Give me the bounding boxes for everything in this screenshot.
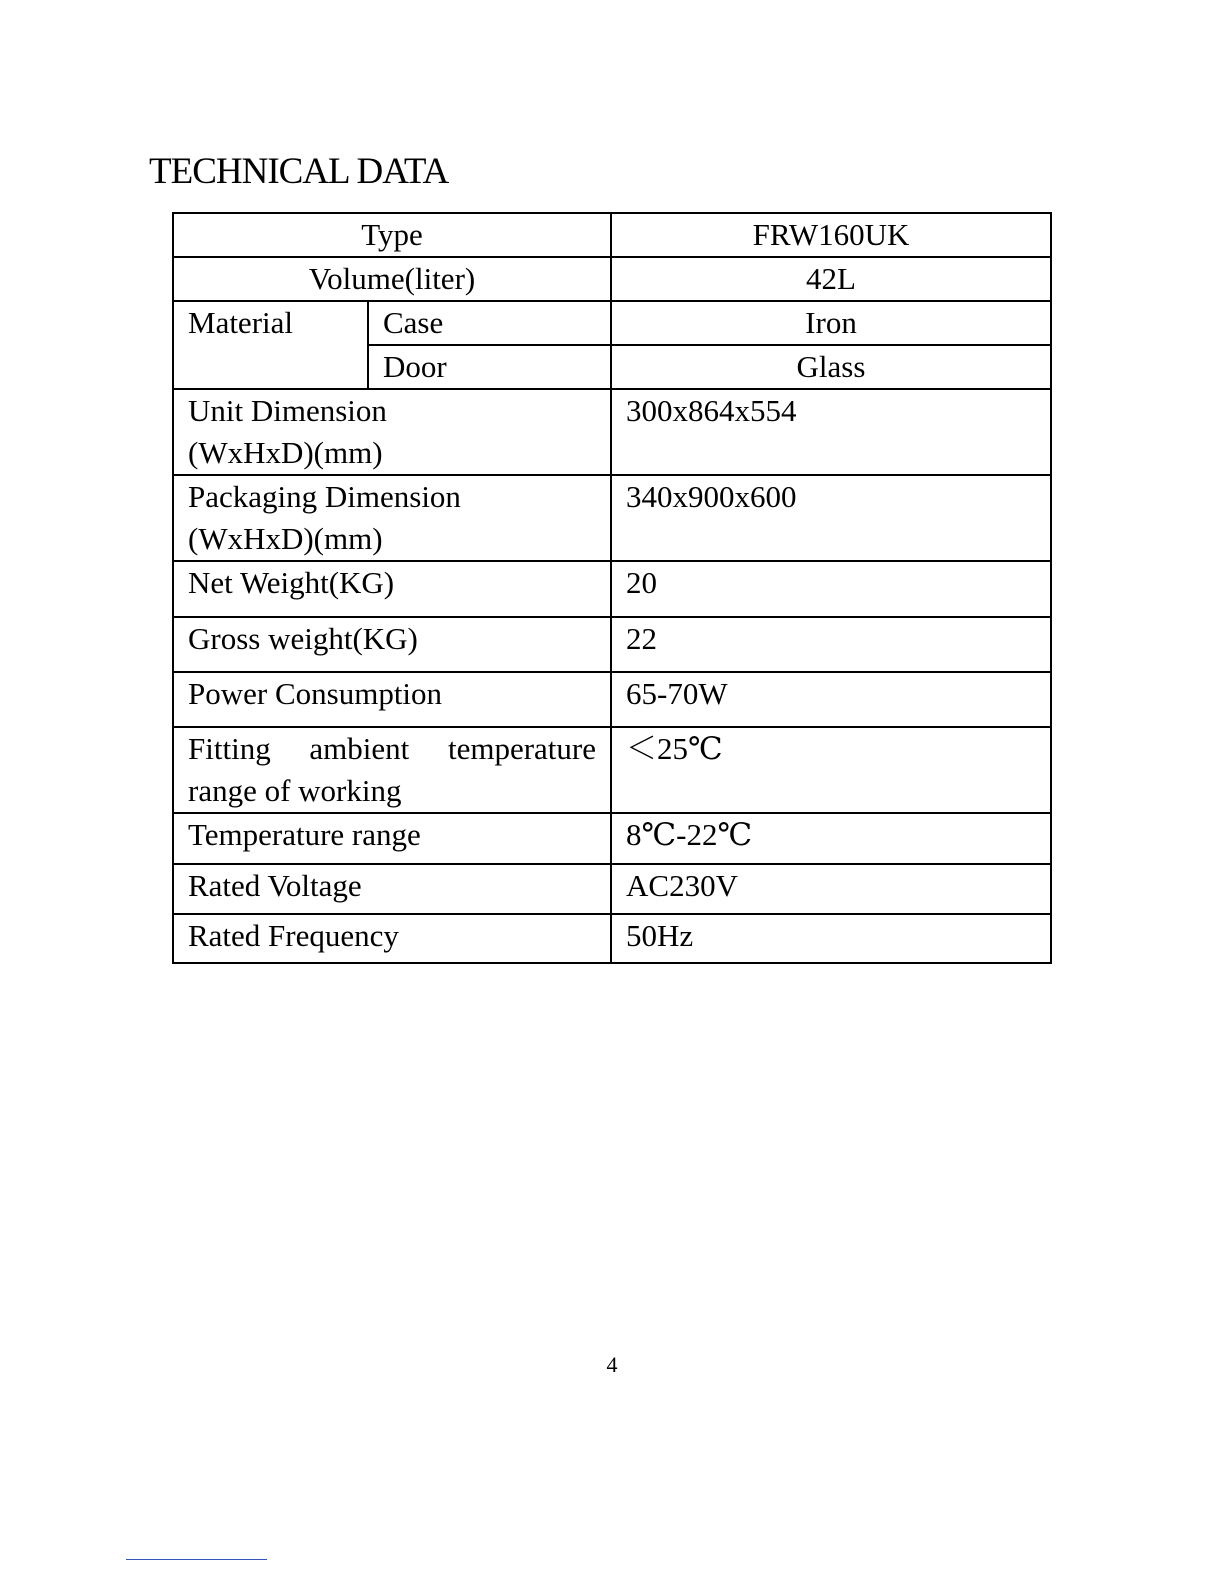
unit-dimension-label-line2: (WxHxD)(mm): [188, 435, 383, 470]
table-row-power-consumption: [173, 672, 1051, 727]
table-row-type: [173, 213, 1051, 257]
net-weight-value: 20: [611, 561, 1051, 617]
packaging-dimension-label: [173, 475, 611, 561]
net-weight-label: Net Weight(KG): [173, 561, 611, 617]
volume-label: Volume(liter): [173, 257, 611, 301]
case-label: Case: [368, 301, 611, 345]
type-value: FRW160UK: [611, 213, 1051, 257]
gross-weight-label: Gross weight(KG): [173, 617, 611, 672]
table-row-material-case: [173, 301, 1051, 345]
case-value: Iron: [611, 301, 1051, 345]
technical-data-table: [172, 212, 1052, 964]
packaging-dimension-label-line2: (WxHxD)(mm): [188, 521, 383, 556]
table-row-temperature-range: [173, 813, 1051, 864]
page-title: TECHNICAL DATA: [149, 151, 449, 192]
ambient-temperature-label: Fitting ambient temperature range of working: [173, 727, 611, 813]
packaging-dimension-value: 340x900x600: [611, 475, 1051, 561]
type-label: Type: [173, 213, 611, 257]
unit-dimension-value: 300x864x554: [611, 389, 1051, 475]
rated-frequency-label: Rated Frequency: [173, 914, 611, 963]
table-row-packaging-dimension: [173, 475, 1051, 561]
rated-voltage-label: Rated Voltage: [173, 864, 611, 914]
table-row-volume: [173, 257, 1051, 301]
temperature-range-value: 8℃-22℃: [611, 813, 1051, 864]
material-label: Material: [173, 301, 368, 389]
table-row-unit-dimension: [173, 389, 1051, 475]
page-number: 4: [606, 1352, 618, 1377]
power-consumption-label: Power Consumption: [173, 672, 611, 727]
rated-frequency-value: 50Hz: [611, 914, 1051, 963]
unit-dimension-label: [173, 389, 611, 475]
door-value: Glass: [611, 345, 1051, 389]
door-label: Door: [368, 345, 611, 389]
ambient-temperature-value: ＜25℃: [611, 727, 1051, 813]
table-row-net-weight: [173, 561, 1051, 617]
footnote-separator: [126, 1559, 267, 1560]
power-consumption-value: 65-70W: [611, 672, 1051, 727]
table-row-gross-weight: [173, 617, 1051, 672]
packaging-dimension-label-line1: Packaging Dimension: [188, 479, 461, 514]
rated-voltage-value: AC230V: [611, 864, 1051, 914]
unit-dimension-label-line1: Unit Dimension: [188, 393, 387, 428]
volume-value: 42L: [611, 257, 1051, 301]
table-row-rated-voltage: [173, 864, 1051, 914]
table-row-rated-frequency: [173, 914, 1051, 963]
temperature-range-label: Temperature range: [173, 813, 611, 864]
table-row-ambient-temperature: [173, 727, 1051, 813]
gross-weight-value: 22: [611, 617, 1051, 672]
